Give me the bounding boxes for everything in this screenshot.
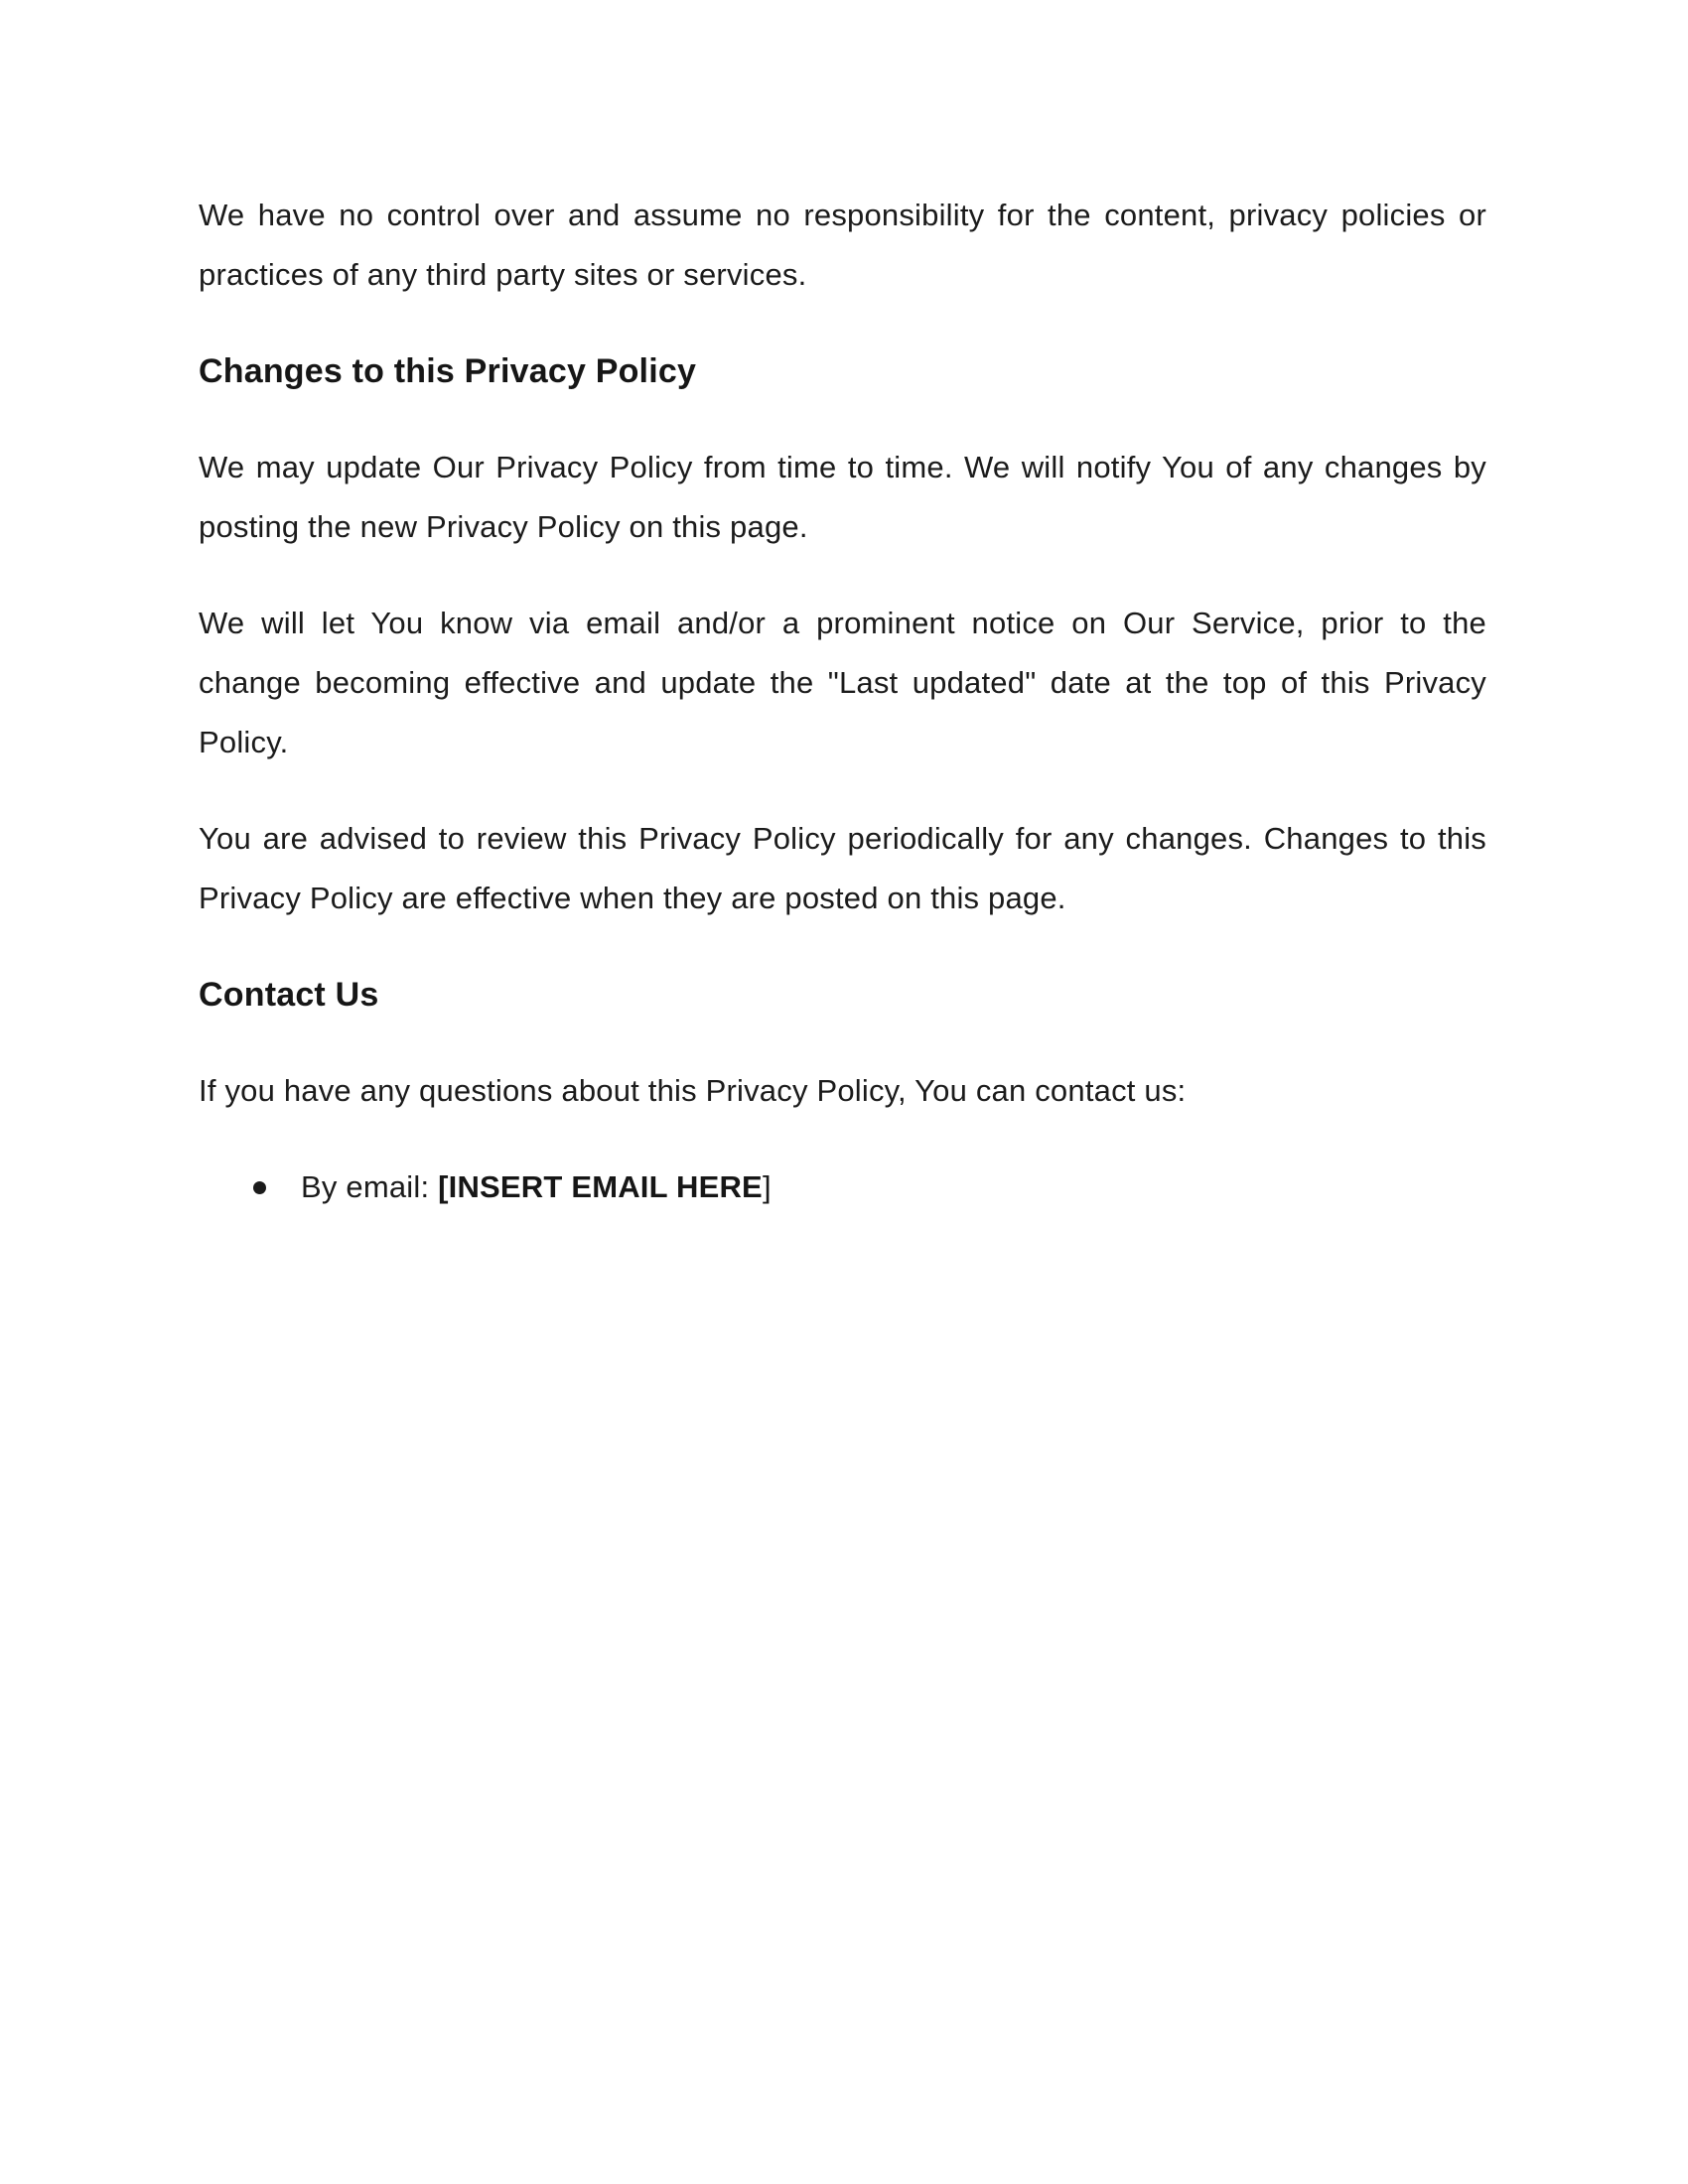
- text-line: Privacy Policy are effective when they are posted on this page.: [199, 881, 1066, 915]
- contact-methods-list: [199, 1158, 1486, 1217]
- text-line: change becoming effective and update the "Last updated" date at the top of this Privacy: [199, 665, 1486, 700]
- heading-contact-us: Contact Us: [199, 976, 379, 1014]
- list-item-contact-email: [199, 1158, 1486, 1217]
- text-line: We have no control over and assume no responsibility for the content, privacy policies or: [199, 198, 1486, 232]
- paragraph-contact-intro: [199, 1061, 1486, 1121]
- contact-email-placeholder: [INSERT EMAIL HERE: [438, 1169, 763, 1204]
- text-line: We may update Our Privacy Policy from time to time. We will notify You of any changes by: [199, 450, 1486, 484]
- text-line: You are advised to review this Privacy Policy periodically for any changes. Changes to this: [199, 821, 1486, 856]
- paragraph-third-party: [199, 186, 1486, 305]
- bullet-icon: [253, 1181, 266, 1194]
- text-line: If you have any questions about this Privacy Policy, You can contact us:: [199, 1073, 1187, 1108]
- contact-email-suffix: ]: [762, 1169, 772, 1204]
- paragraph-notice-email: [199, 594, 1486, 772]
- contact-email-prefix: By email:: [301, 1169, 439, 1204]
- text-line: We will let You know via email and/or a prominent notice on Our Service, prior to the: [199, 606, 1486, 640]
- text-line: practices of any third party sites or services.: [199, 257, 807, 292]
- paragraph-update-policy: [199, 438, 1486, 557]
- text-line: Policy.: [199, 725, 289, 759]
- paragraph-review-advice: [199, 809, 1486, 928]
- heading-changes-to-privacy-policy: Changes to this Privacy Policy: [199, 352, 697, 390]
- text-line: posting the new Privacy Policy on this page.: [199, 509, 808, 544]
- privacy-policy-content: [199, 186, 1486, 1254]
